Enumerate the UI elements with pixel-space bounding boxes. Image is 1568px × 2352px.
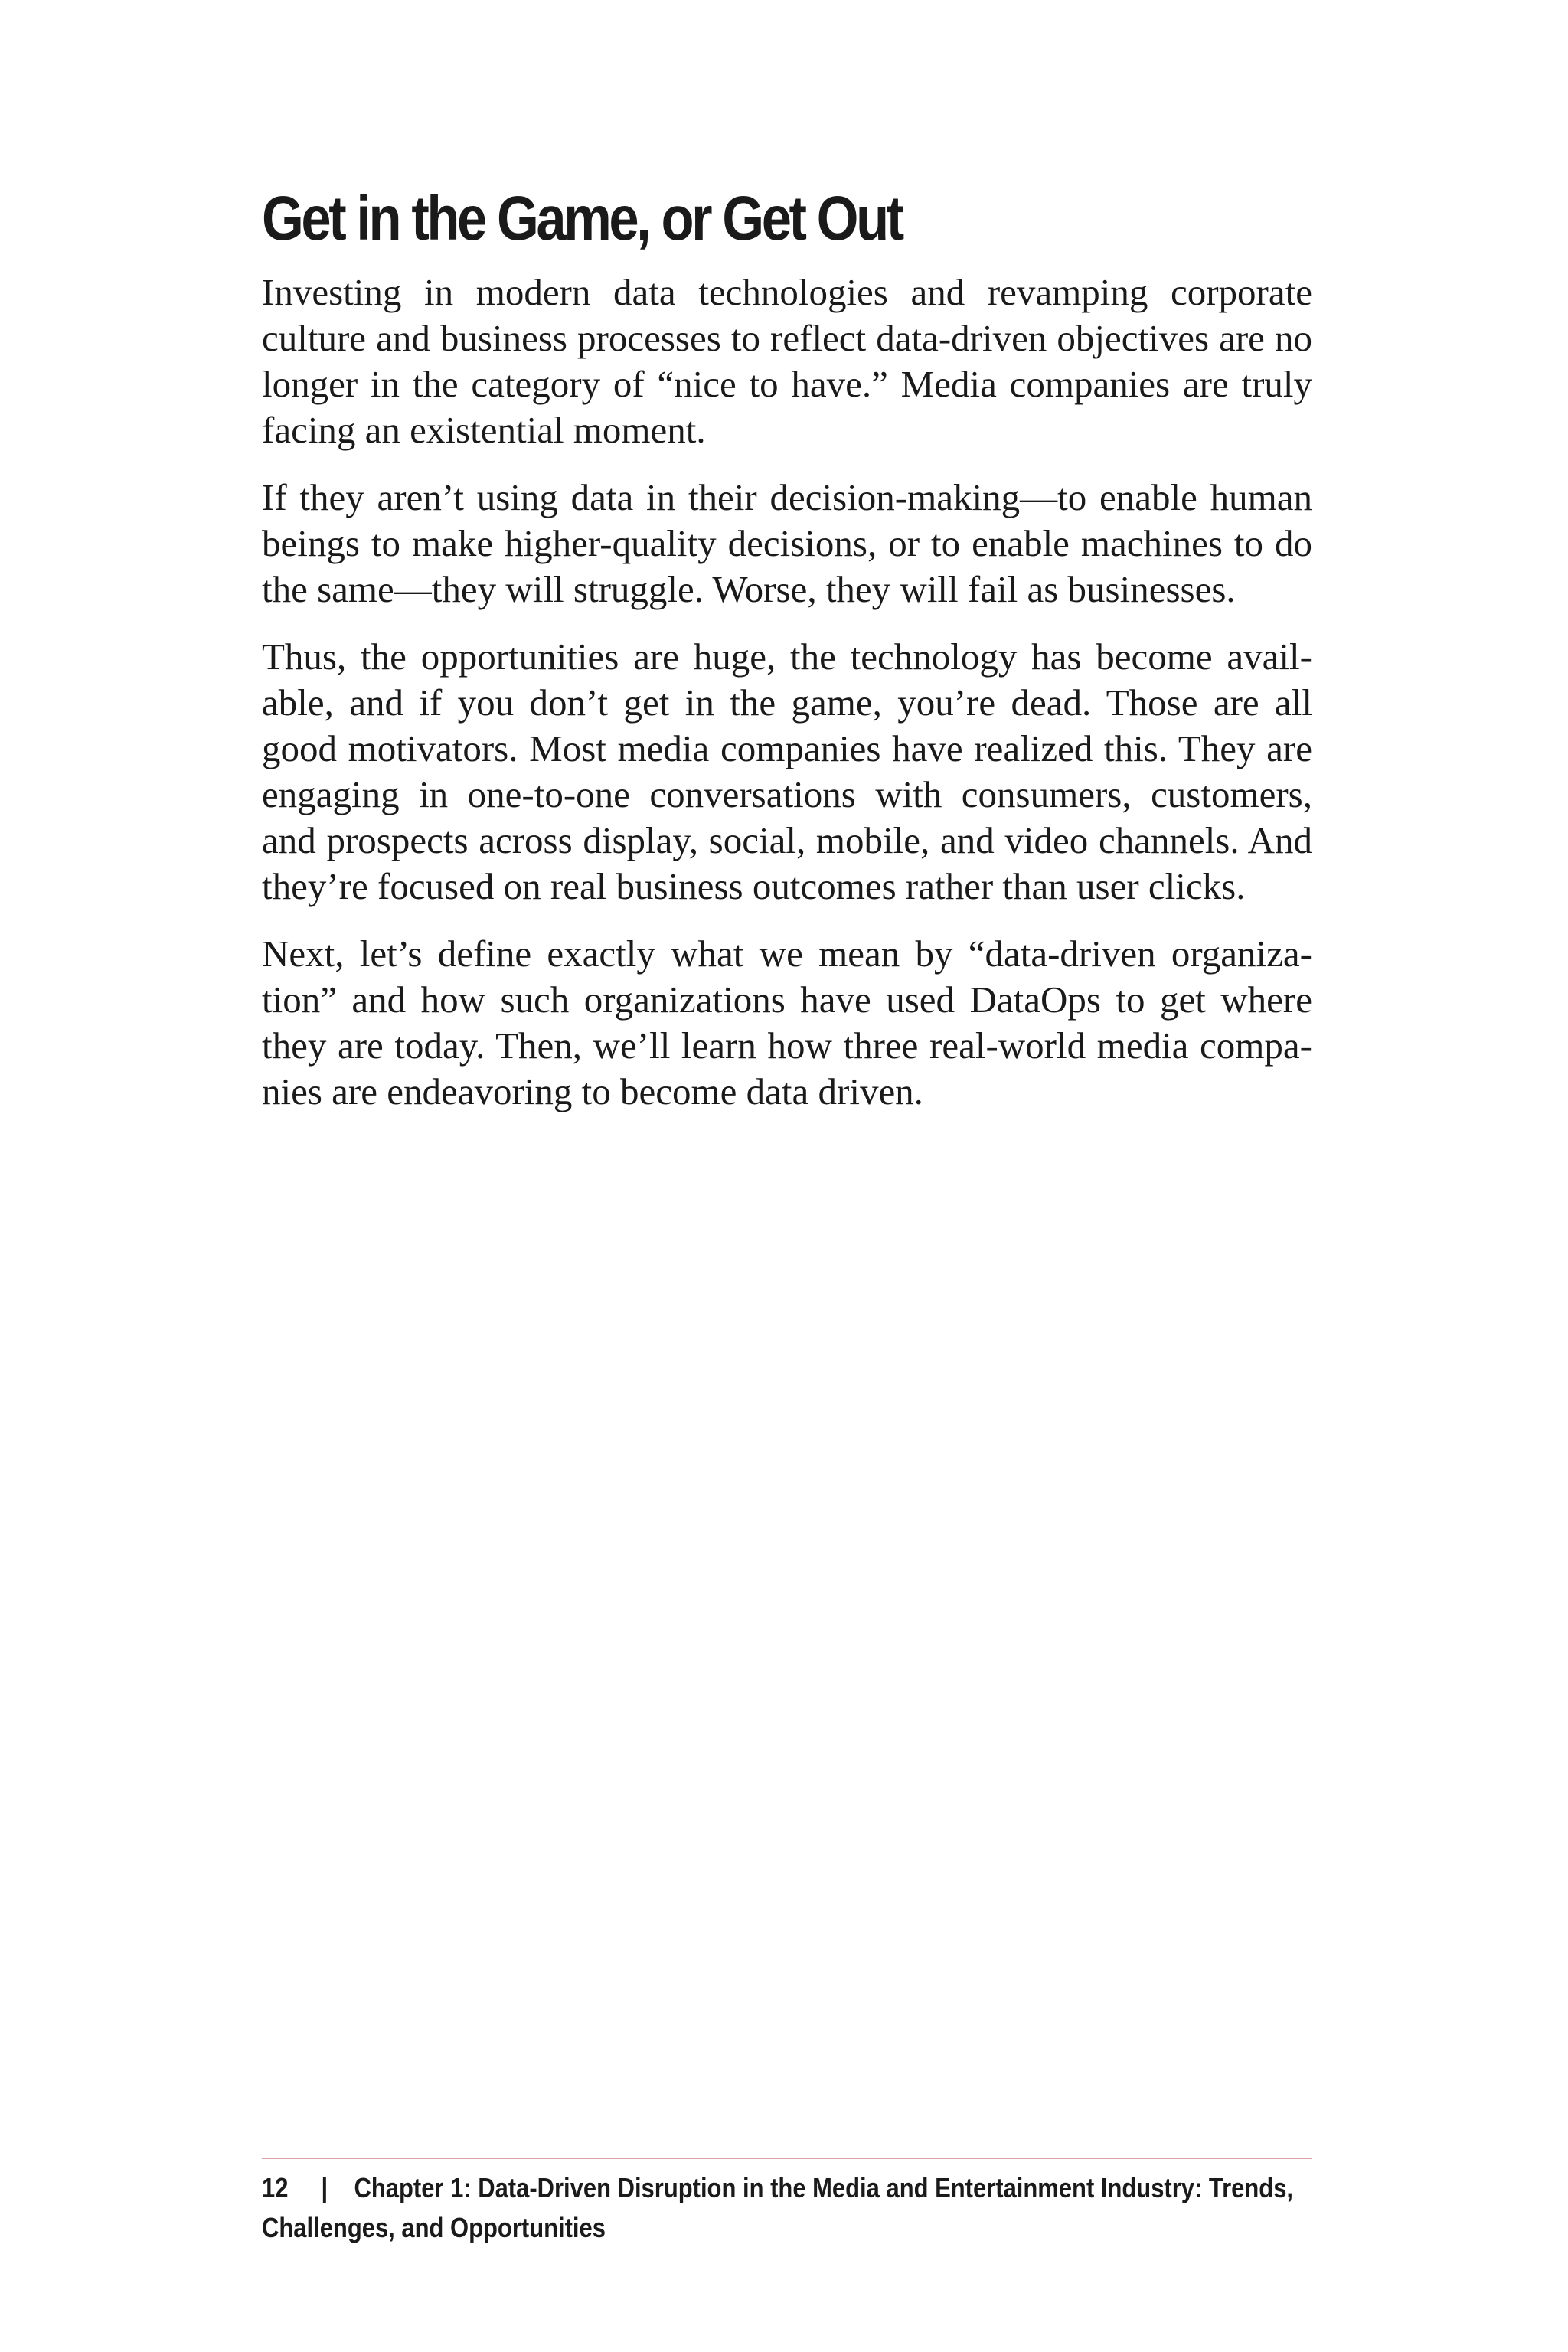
paragraph-1: Investing in modern data technologies and revamping corporate culture and business processes to reflect data-driven objectives are no longer in the category of “nice to have.” Media companies are truly facing an existential moment. <box>262 271 1312 451</box>
paragraph-4: Next, let’s define exactly what we mean by “data-driven organization” and how such organizations have used DataOps to get where they are today. Then, we’ll learn how three real-world media companies are endeavoring to become data driven. <box>262 933 1312 1112</box>
page-footer <box>262 2168 1312 2248</box>
paragraph-2: If they aren’t using data in their decision-making—to enable human beings to make higher-quality decisions, or to enable machines to do the same—they will struggle. Worse, they will fail as businesses. <box>262 476 1312 610</box>
page-number: 12 <box>262 2172 289 2203</box>
page-content <box>262 181 1312 1136</box>
paragraph-3: Thus, the opportunities are huge, the technology has become available, and if you don’t get in the game, you’re dead. Those are all good motivators. Most media companies have realized this. They are engaging in one-to-one conversations with consumers, customers, and prospects across display, social, mobile, and video channels. And they’re focused on real business outcomes rather than user clicks. <box>262 635 1312 907</box>
footer-separator: | <box>321 2172 328 2203</box>
chapter-title: Chapter 1: Data-Driven Disruption in the Media and Entertainment Industry: Trends, Challenges, and Opportunities <box>262 2172 1294 2243</box>
section-title: Get in the Game, or Get Out <box>262 184 902 253</box>
footer-divider <box>262 2158 1312 2159</box>
